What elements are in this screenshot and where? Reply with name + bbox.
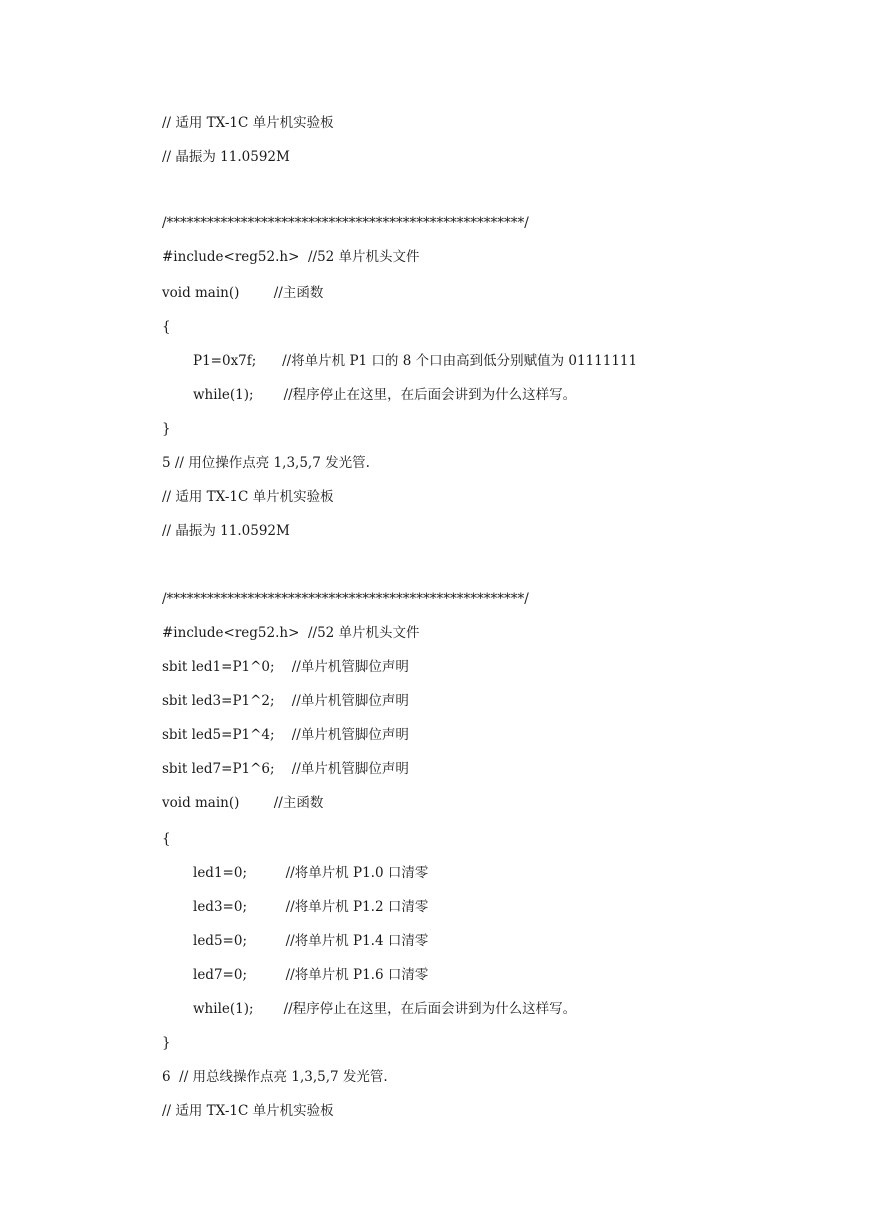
statement-line: while(1); //程序停止在这里，在后面会讲到为什么这样写。	[193, 387, 577, 403]
statement-line: while(1); //程序停止在这里，在后面会讲到为什么这样写。	[193, 1001, 577, 1017]
statement-line: led3=0; //将单片机 P1.2 口清零	[193, 899, 429, 915]
comment-line: // 适用 TX-1C 单片机实验板	[162, 115, 334, 131]
section-heading: 6 // 用总线操作点亮 1,3,5,7 发光管.	[162, 1069, 388, 1085]
statement-line: led5=0; //将单片机 P1.4 口清零	[193, 933, 429, 949]
open-brace-line: {	[162, 831, 171, 847]
main-function-line: void main() //主函数	[162, 795, 324, 811]
comment-line: // 适用 TX-1C 单片机实验板	[162, 1103, 334, 1119]
open-brace-line: {	[162, 319, 171, 335]
section-heading: 5 // 用位操作点亮 1,3,5,7 发光管.	[162, 455, 370, 471]
sbit-declaration-line: sbit led7=P1^6; //单片机管脚位声明	[162, 761, 409, 777]
statement-line: P1=0x7f; //将单片机 P1 口的 8 个口由高到低分别赋值为 01111111	[193, 353, 638, 369]
sbit-declaration-line: sbit led3=P1^2; //单片机管脚位声明	[162, 693, 409, 709]
close-brace-line: }	[162, 421, 171, 437]
comment-line: // 晶振为 11.0592M	[162, 149, 290, 165]
separator-line: /*****************************************************/	[162, 215, 529, 231]
main-function-line: void main() //主函数	[162, 285, 324, 301]
separator-line: /*****************************************************/	[162, 591, 529, 607]
statement-line: led1=0; //将单片机 P1.0 口清零	[193, 865, 429, 881]
comment-line: // 晶振为 11.0592M	[162, 523, 290, 539]
include-line: #include<reg52.h> //52 单片机头文件	[162, 625, 420, 641]
include-line: #include<reg52.h> //52 单片机头文件	[162, 249, 420, 265]
close-brace-line: }	[162, 1035, 171, 1051]
statement-line: led7=0; //将单片机 P1.6 口清零	[193, 967, 429, 983]
sbit-declaration-line: sbit led1=P1^0; //单片机管脚位声明	[162, 659, 409, 675]
comment-line: // 适用 TX-1C 单片机实验板	[162, 489, 334, 505]
sbit-declaration-line: sbit led5=P1^4; //单片机管脚位声明	[162, 727, 409, 743]
